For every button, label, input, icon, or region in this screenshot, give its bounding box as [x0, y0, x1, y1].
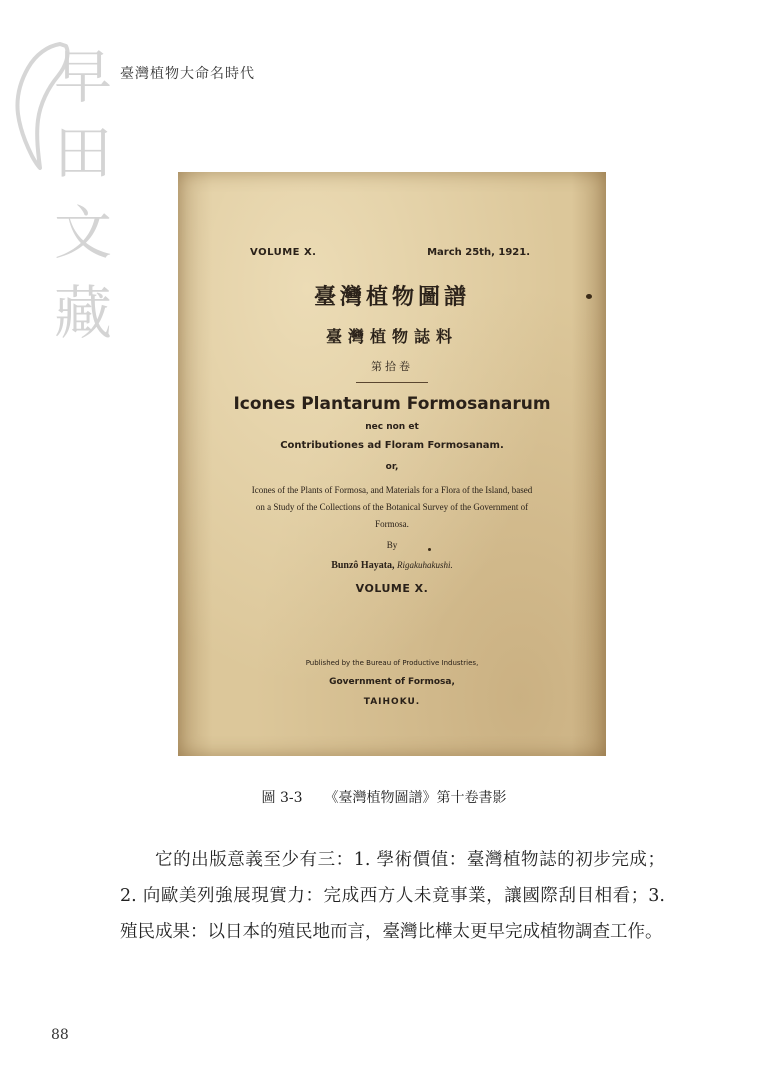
cover-contributiones: Contributiones ad Floram Formosanam.: [280, 440, 504, 451]
watermark-char: 早: [53, 43, 112, 111]
cover-by: By: [386, 540, 398, 550]
figure-caption-text: 《臺灣植物圖譜》第十卷書影: [324, 790, 507, 806]
cover-subtitle-zh: 臺灣植物誌料: [325, 327, 458, 346]
cover-stain: [428, 548, 431, 551]
cover-description: Icones of the Plants of Formosa, and Materials for a Flora of the Island, based on a Study of the Collections of the Botanical Survey of the Government of Formosa.: [251, 485, 533, 529]
cover-publisher: Published by the Bureau of Productive Industries,: [305, 659, 479, 667]
page-number: 88: [51, 1027, 69, 1043]
watermark-char: 文: [53, 199, 112, 267]
cover-volume-repeat: VOLUME X.: [355, 582, 429, 595]
watermark-char: 藏: [53, 279, 112, 347]
cover-volume-zh: 第拾卷: [371, 360, 413, 373]
cover-government: Government of Formosa,: [329, 677, 455, 687]
book-cover-image: [178, 172, 606, 756]
figure-caption: [0, 787, 768, 807]
cover-volume: VOLUME X.: [250, 247, 317, 258]
cover-date: March 25th, 1921.: [427, 247, 530, 258]
cover-or: or,: [385, 462, 399, 472]
cover-divider: [356, 382, 428, 383]
cover-stain: [586, 294, 592, 299]
cover-author-name: Bunzô Hayata,: [331, 560, 395, 571]
running-header: 臺灣植物大命名時代: [120, 66, 255, 82]
figure-caption-number: 圖 3-3: [261, 790, 303, 806]
cover-city: TAIHOKU.: [363, 697, 421, 707]
cover-nec-non-et: nec non et: [365, 422, 419, 432]
body-paragraph: [120, 842, 665, 950]
cover-title-zh: 臺灣植物圖譜: [313, 284, 470, 310]
cover-author: [178, 560, 606, 571]
cover-title-latin: Icones Plantarum Formosanarum: [233, 394, 551, 414]
watermark-char: 田: [53, 119, 112, 187]
cover-author-title: Rigakuhakushi.: [397, 560, 453, 570]
body-paragraph-text: 它的出版意義至少有三：1. 學術價值：臺灣植物誌的初步完成；2. 向歐美列強展現實力：完成西方人未竟事業，讓國際刮目相看；3. 殖民成果：以日本的殖民地而言，臺灣比樺太更早完成植物調查工作。: [120, 850, 665, 942]
